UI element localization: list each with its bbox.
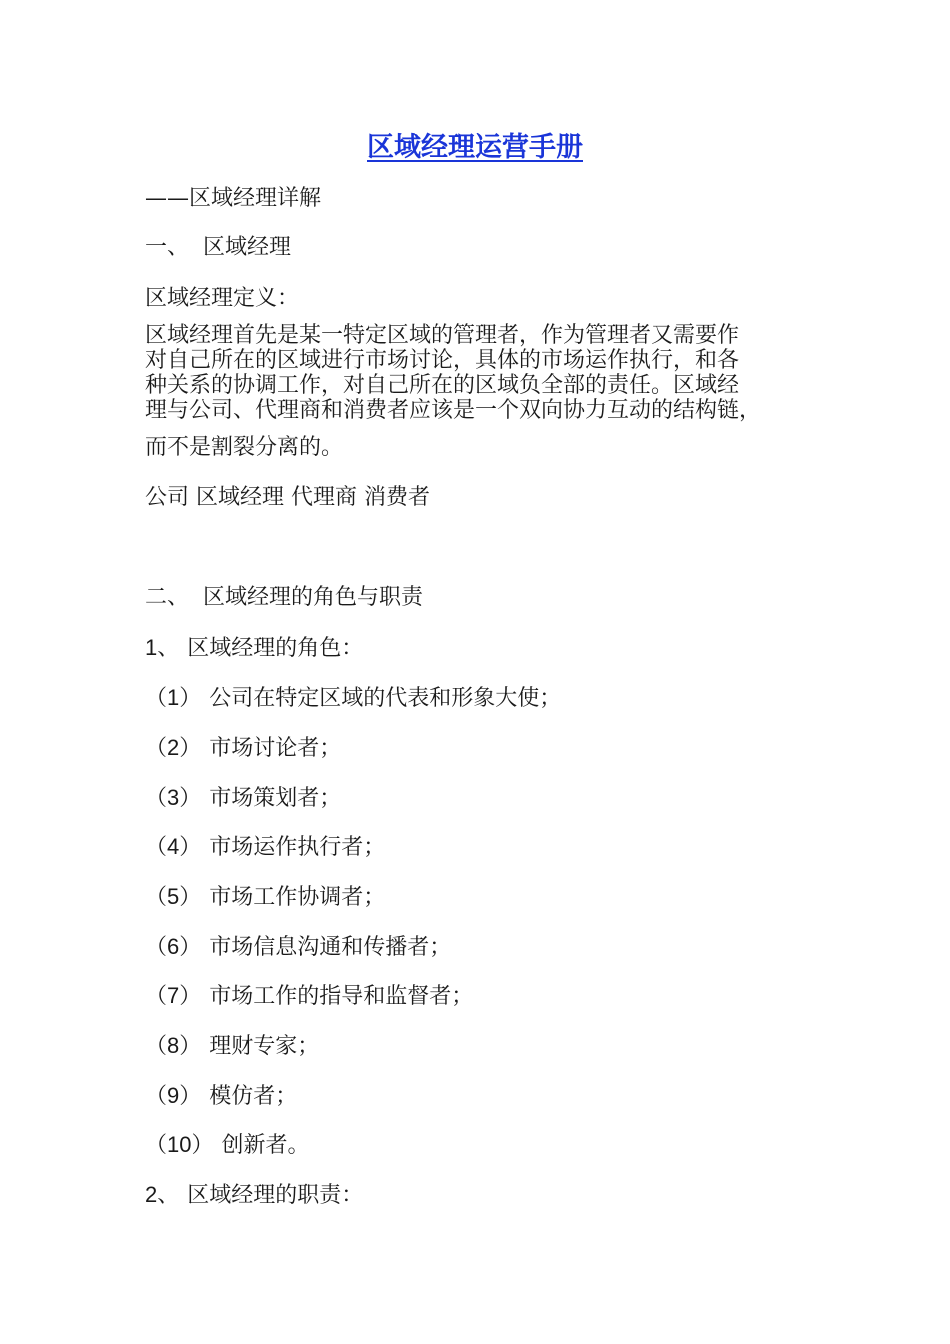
definition-line: 区域经理首先是某一特定区域的管理者，作为管理者又需要作 [145, 323, 740, 348]
list-item-num: （10） [145, 1132, 214, 1157]
list-item-text: 模仿者； [209, 1084, 298, 1109]
list-item [145, 733, 341, 764]
list-item-num: （4） [145, 834, 202, 859]
list-item-num: （5） [145, 884, 202, 909]
list-item [145, 932, 451, 963]
list-item-num: （6） [145, 934, 202, 959]
list-item [145, 832, 385, 863]
list-item [145, 1081, 297, 1112]
list-item-num: （7） [145, 983, 202, 1008]
list-item-num: （8） [145, 1033, 202, 1058]
list-item-num: （9） [145, 1083, 202, 1108]
definition-line: 对自己所在的区域进行市场讨论，具体的市场运作执行，和各 [145, 348, 740, 373]
list-item-text: 市场讨论者； [209, 736, 342, 761]
list-item [145, 783, 341, 814]
duties-subheading [145, 1180, 363, 1211]
list-item-text: 市场策划者； [209, 786, 342, 811]
list-item [145, 981, 473, 1012]
list-item-text: 市场信息沟通和传播者； [209, 935, 452, 960]
list-item [145, 683, 561, 714]
document-title: 区域经理运营手册 [367, 132, 583, 163]
definition-line: 种关系的协调工作，对自己所在的区域负全部的责任。区域经 [145, 373, 740, 398]
section2-heading-text: 区域经理的角色与职责 [203, 585, 424, 610]
list-item [145, 1031, 319, 1062]
list-item-text: 市场工作协调者； [209, 885, 386, 910]
duties-subheading-num: 2、 [145, 1182, 180, 1207]
roles-subheading [145, 633, 363, 664]
list-item-num: （3） [145, 785, 202, 810]
roles-subheading-num: 1、 [145, 635, 180, 660]
section2-heading [145, 583, 423, 613]
definition-paragraph [145, 323, 825, 423]
list-item-text: 市场运作执行者； [209, 835, 386, 860]
list-item-num: （1） [145, 685, 202, 710]
definition-label: 区域经理定义： [145, 286, 300, 311]
roles-subheading-text: 区域经理的角色： [187, 636, 364, 661]
list-item-text: 公司在特定区域的代表和形象大使； [209, 686, 562, 711]
section1-heading-num: 一、 [145, 235, 190, 260]
list-item-text: 理财专家； [209, 1034, 320, 1059]
list-item [145, 882, 385, 913]
list-item-text: 市场工作的指导和监督者； [209, 984, 474, 1009]
list-item-num: （2） [145, 735, 202, 760]
definition-last-line: 而不是割裂分离的。 [145, 435, 344, 460]
list-item [145, 1130, 310, 1161]
duties-subheading-text: 区域经理的职责： [187, 1183, 364, 1208]
list-item-text: 创新者。 [221, 1133, 310, 1158]
definition-line: 理与公司、代理商和消费者应该是一个双向协力互动的结构链， [145, 398, 762, 423]
document-subtitle: ——区域经理详解 [145, 186, 322, 211]
relationship-chain: 公司 区域经理 代理商 消费者 [145, 485, 430, 510]
section2-heading-num: 二、 [145, 585, 190, 610]
section1-heading [145, 233, 291, 263]
section1-heading-text: 区域经理 [203, 235, 292, 260]
